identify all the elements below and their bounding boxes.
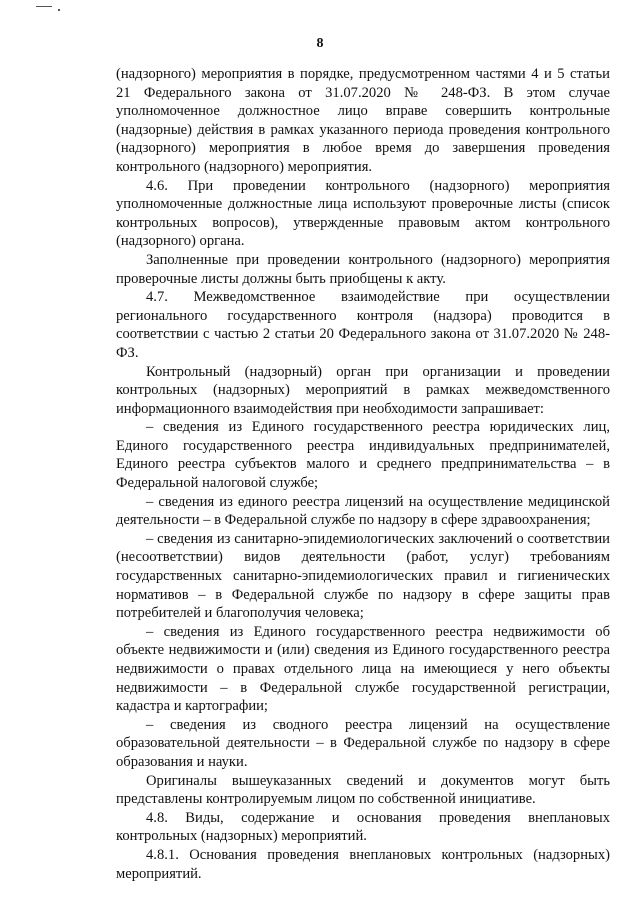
list-item: – сведения из Единого государственного реестра недвижимости об объекте недвижимости и (или) сведения из Единого государственного реестра недвижимости о правах отдельного лица на имеющиеся у него объекты недвижимости – в Федеральной службе государственной регистрации, кадастра и картографии; <box>116 623 610 715</box>
paragraph: Оригиналы вышеуказанных сведений и документов могут быть представлены контролируемым лицом по собственной инициативе. <box>116 772 610 808</box>
scan-artifact <box>36 6 52 7</box>
list-item: – сведения из санитарно-эпидемиологических заключений о соответствии (несоответствии) видов деятельности (работ, услуг) требованиям государственных санитарно-эпидемиологических правил и гигиенических нормативов – в Федеральной службе по надзору в сфере защиты прав потребителей и благополучия человека; <box>116 530 610 622</box>
scan-artifact <box>58 9 60 11</box>
paragraph: 4.8.1. Основания проведения внеплановых контрольных (надзорных) мероприятий. <box>116 846 610 882</box>
paragraph: 4.8. Виды, содержание и основания проведения внеплановых контрольных (надзорных) мероприятий. <box>116 809 610 845</box>
paragraph: Заполненные при проведении контрольного (надзорного) мероприятия проверочные листы должны быть приобщены к акту. <box>116 251 610 287</box>
page-number: 8 <box>316 36 324 51</box>
list-item: – сведения из сводного реестра лицензий на осуществление образовательной деятельности – в Федеральной службе по надзору в сфере образования и науки. <box>116 716 610 770</box>
list-item: – сведения из единого реестра лицензий на осуществление медицинской деятельности – в Федеральной службе по надзору в сфере здравоохранения; <box>116 493 610 529</box>
paragraph: 4.6. При проведении контрольного (надзорного) мероприятия уполномоченные должностные лица используют проверочные листы (список контрольных вопросов), утвержденные правовым актом контрольного (надзорного) органа. <box>116 177 610 250</box>
paragraph: Контрольный (надзорный) орган при организации и проведении контрольных (надзорных) мероприятий в рамках межведомственного информационного взаимодействия при необходимости запрашивает: <box>116 363 610 417</box>
document-body <box>116 65 610 883</box>
list-item: – сведения из Единого государственного реестра юридических лиц, Единого государственного реестра индивидуальных предпринимателей, Единого реестра субъектов малого и среднего предпринимательства – в Федеральной налоговой службе; <box>116 419 610 492</box>
paragraph: (надзорного) мероприятия в порядке, предусмотренном частями 4 и 5 статьи 21 Федерального закона от 31.07.2020 № 248-ФЗ. В этом случае уполномоченное должностное лицо вправе совершить контрольные (надзорные) действия в рамках указанного периода проведения контрольного (надзорного) мероприятия в любое время до завершения проведения контрольного (надзорного) мероприятия. <box>116 66 610 175</box>
paragraph: 4.7. Межведомственное взаимодействие при осуществлении регионального государственного контроля (надзора) проводится в соответствии с частью 2 статьи 20 Федерального закона от 31.07.2020 № 248-ФЗ. <box>116 289 610 361</box>
